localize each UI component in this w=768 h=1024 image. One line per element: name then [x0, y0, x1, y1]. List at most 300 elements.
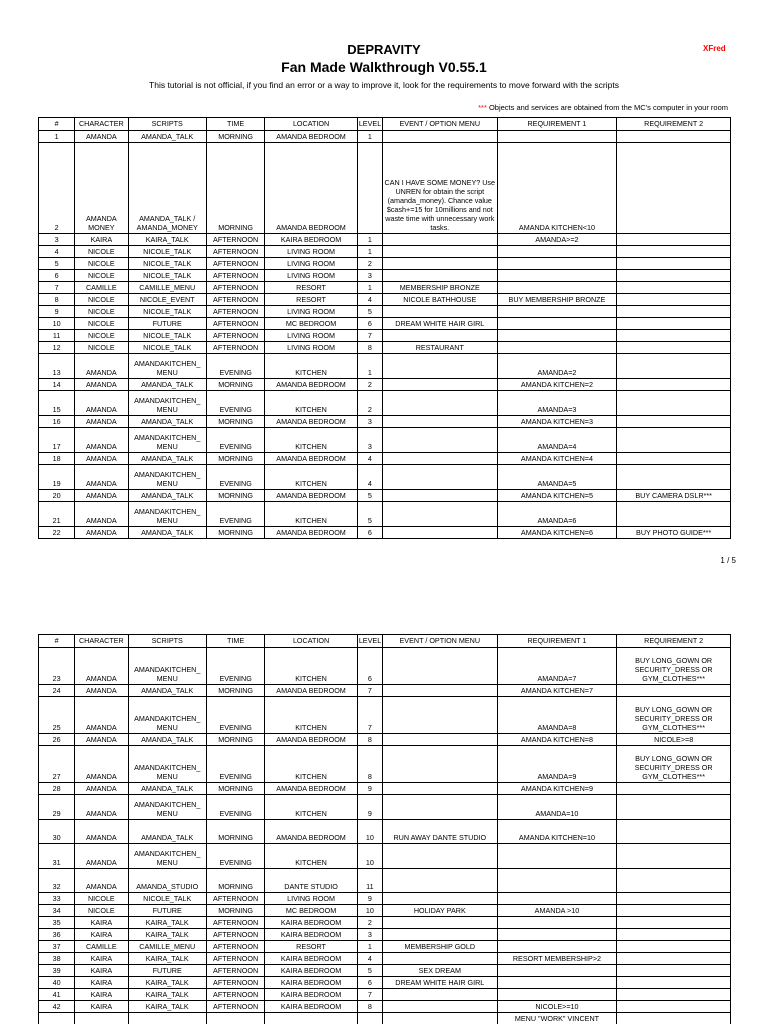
cell-event — [382, 795, 497, 820]
cell-requirement-2 — [617, 893, 731, 905]
cell-event — [382, 917, 497, 929]
cell-scripts: AMANDA_TALK / AMANDA_MONEY — [128, 143, 206, 234]
cell-event — [382, 685, 497, 697]
column-header-requirement-1: REQUIREMENT 1 — [497, 118, 617, 131]
cell-requirement-1 — [497, 844, 617, 869]
cell-location: AMANDA BEDROOM — [265, 453, 358, 465]
table-row — [39, 391, 731, 416]
cell-requirement-2 — [617, 342, 731, 354]
cell-requirement-1: AMANDA=9 — [497, 746, 617, 783]
cell-num: 3 — [39, 234, 75, 246]
cell-character: CAMILLE — [75, 282, 128, 294]
cell-character: NICOLE — [75, 294, 128, 306]
cell-requirement-1 — [497, 318, 617, 330]
cell-time: EVENING — [206, 795, 264, 820]
cell-level: 6 — [357, 527, 382, 539]
cell-requirement-1: AMANDA KITCHEN<10 — [497, 143, 617, 234]
cell-requirement-1: MENU "WORK" VINCENT — [497, 1013, 617, 1024]
cell-level: 6 — [357, 318, 382, 330]
table-row — [39, 929, 731, 941]
cell-num: 26 — [39, 734, 75, 746]
doc-subtitle: Fan Made Walkthrough V0.55.1 — [281, 59, 487, 75]
cell-character: AMANDA — [75, 697, 128, 734]
cell-level: 10 — [357, 844, 382, 869]
table-row — [39, 246, 731, 258]
cell-num: 40 — [39, 977, 75, 989]
cell-location: AMANDA BEDROOM — [265, 734, 358, 746]
cell-scripts: AMANDAKITCHEN_ MENU — [128, 648, 206, 685]
cell-num: 36 — [39, 929, 75, 941]
cell-requirement-2 — [617, 354, 731, 379]
cell-time: MORNING — [206, 905, 264, 917]
cell-requirement-2: BUY LONG_GOWN OR SECURITY_DRESS OR GYM_CLOTHES*** — [617, 746, 731, 783]
cell-character: NICOLE — [75, 318, 128, 330]
cell-requirement-1: AMANDA=7 — [497, 648, 617, 685]
cell-location: KITCHEN — [265, 746, 358, 783]
table-row — [39, 379, 731, 391]
cell-location: LIVING ROOM — [265, 342, 358, 354]
cell-time: MORNING — [206, 453, 264, 465]
cell-time: AFTERNOON — [206, 318, 264, 330]
table-row — [39, 844, 731, 869]
author-tag: XFred — [703, 44, 726, 53]
cell-time: MORNING — [206, 416, 264, 428]
cell-event — [382, 502, 497, 527]
cell-time: AFTERNOON — [206, 929, 264, 941]
column-header-character: CHARACTER — [75, 118, 128, 131]
cell-scripts: AMANDA_TALK — [128, 685, 206, 697]
cell-requirement-1: BUY MEMBERSHIP BRONZE — [497, 294, 617, 306]
table-row — [39, 734, 731, 746]
cell-requirement-2 — [617, 258, 731, 270]
column-header-scripts: SCRIPTS — [128, 635, 206, 648]
cell-location: RESORT — [265, 294, 358, 306]
cell-character: KAIRA — [75, 989, 128, 1001]
table-row — [39, 294, 731, 306]
cell-requirement-1: AMANDA KITCHEN=6 — [497, 527, 617, 539]
table-row — [39, 1001, 731, 1013]
cell-scripts: AMANDA_TALK — [128, 416, 206, 428]
cell-time: AFTERNOON — [206, 294, 264, 306]
cell-requirement-1: RESORT MEMBERSHIP>2 — [497, 953, 617, 965]
cell-character: AMANDA — [75, 734, 128, 746]
cell-scripts: AMANDA_TALK — [128, 131, 206, 143]
cell-scripts: NICOLE_TALK — [128, 246, 206, 258]
cell-level: 8 — [357, 746, 382, 783]
cell-event — [382, 844, 497, 869]
cell-character: AMANDA — [75, 379, 128, 391]
cell-level: 2 — [357, 379, 382, 391]
cell-requirement-2 — [617, 989, 731, 1001]
cell-time: AFTERNOON — [206, 965, 264, 977]
table-row — [39, 697, 731, 734]
cell-scripts: KAIRA_TALK — [128, 989, 206, 1001]
column-header-num: # — [39, 635, 75, 648]
cell-location: LIVING ROOM — [265, 306, 358, 318]
cell-character: NICOLE — [75, 342, 128, 354]
cell-num: 22 — [39, 527, 75, 539]
cell-character: AMANDA — [75, 428, 128, 453]
cell-time: EVENING — [206, 502, 264, 527]
cell-character: AMANDA — [75, 648, 128, 685]
cell-location: KAIRA BEDROOM — [265, 929, 358, 941]
cell-level: 7 — [357, 989, 382, 1001]
cell-level: 1 — [357, 131, 382, 143]
cell-requirement-1 — [497, 941, 617, 953]
cell-scripts: AMANDA_TALK — [128, 490, 206, 502]
cell-requirement-2 — [617, 502, 731, 527]
cell-location: KAIRA BEDROOM — [265, 234, 358, 246]
cell-location: AMANDA BEDROOM — [265, 685, 358, 697]
cell-event — [382, 697, 497, 734]
cell-location: KAIRA BEDROOM — [265, 989, 358, 1001]
cell-num: 29 — [39, 795, 75, 820]
cell-character: NICOLE — [75, 893, 128, 905]
cell-character: AMANDA — [75, 131, 128, 143]
cell-requirement-2 — [617, 143, 731, 234]
cell-level: 1 — [357, 246, 382, 258]
cell-num: 38 — [39, 953, 75, 965]
cell-location: AMANDA BEDROOM — [265, 490, 358, 502]
cell-requirement-1 — [497, 869, 617, 893]
cell-time: EVENING — [206, 844, 264, 869]
cell-num: 1 — [39, 131, 75, 143]
cell-num: 42 — [39, 1001, 75, 1013]
cell-level: 1 — [357, 282, 382, 294]
column-header-requirement-1: REQUIREMENT 1 — [497, 635, 617, 648]
column-header-character: CHARACTER — [75, 635, 128, 648]
table-row — [39, 1013, 731, 1024]
cell-scripts: KAIRA_TALK — [128, 234, 206, 246]
table-row — [39, 869, 731, 893]
table-row — [39, 416, 731, 428]
cell-num: 39 — [39, 965, 75, 977]
cell-requirement-2: BUY LONG_GOWN OR SECURITY_DRESS OR GYM_CLOTHES*** — [617, 697, 731, 734]
cell-scripts: AMANDAKITCHEN_ MENU — [128, 428, 206, 453]
cell-level: 7 — [357, 330, 382, 342]
cell-scripts: AMANDAKITCHEN_ MENU — [128, 844, 206, 869]
cell-time: EVENING — [206, 697, 264, 734]
cell-scripts: KAIRA_TALK — [128, 977, 206, 989]
cell-event — [382, 648, 497, 685]
cell-time — [206, 1013, 264, 1024]
cell-event — [382, 734, 497, 746]
cell-requirement-2 — [617, 391, 731, 416]
cell-requirement-1 — [497, 977, 617, 989]
cell-event — [382, 929, 497, 941]
cell-event — [382, 893, 497, 905]
table-row — [39, 282, 731, 294]
cell-requirement-1: AMANDA=10 — [497, 795, 617, 820]
cell-scripts: NICOLE_TALK — [128, 270, 206, 282]
cell-time: AFTERNOON — [206, 1001, 264, 1013]
cell-level: 3 — [357, 416, 382, 428]
cell-requirement-1: AMANDA >10 — [497, 905, 617, 917]
cell-event — [382, 306, 497, 318]
cell-event — [382, 258, 497, 270]
cell-level: 1 — [357, 354, 382, 379]
cell-event: DREAM WHITE HAIR GIRL — [382, 977, 497, 989]
cell-location: KITCHEN — [265, 428, 358, 453]
cell-character: NICOLE — [75, 258, 128, 270]
cell-level: 9 — [357, 783, 382, 795]
cell-scripts: AMANDAKITCHEN_ MENU — [128, 502, 206, 527]
cell-character: AMANDA — [75, 502, 128, 527]
table-row — [39, 465, 731, 490]
cell-scripts: FUTURE — [128, 318, 206, 330]
cell-time: AFTERNOON — [206, 258, 264, 270]
cell-time: EVENING — [206, 648, 264, 685]
cell-scripts: AMANDAKITCHEN_ MENU — [128, 746, 206, 783]
cell-character: AMANDA — [75, 869, 128, 893]
cell-character: AMANDA — [75, 820, 128, 844]
cell-time: MORNING — [206, 820, 264, 844]
cell-level: 5 — [357, 502, 382, 527]
table-row — [39, 131, 731, 143]
cell-requirement-1: AMANDA=2 — [497, 354, 617, 379]
table-row — [39, 342, 731, 354]
cell-location: KAIRA BEDROOM — [265, 965, 358, 977]
cell-requirement-2 — [617, 318, 731, 330]
cell-level: 8 — [357, 342, 382, 354]
cell-character: KAIRA — [75, 953, 128, 965]
cell-location: LIVING ROOM — [265, 270, 358, 282]
cell-level: 4 — [357, 294, 382, 306]
cell-time: EVENING — [206, 391, 264, 416]
cell-time: MORNING — [206, 527, 264, 539]
cell-time: MORNING — [206, 869, 264, 893]
cell-num: 9 — [39, 306, 75, 318]
cell-time: MORNING — [206, 734, 264, 746]
table-row — [39, 258, 731, 270]
table-row — [39, 977, 731, 989]
cell-time: MORNING — [206, 131, 264, 143]
header-row — [39, 118, 731, 131]
cell-level: 8 — [357, 734, 382, 746]
cell-level: 6 — [357, 977, 382, 989]
note-stars: *** — [478, 103, 487, 112]
cell-requirement-1: AMANDA KITCHEN=2 — [497, 379, 617, 391]
table-row — [39, 953, 731, 965]
cell-requirement-1 — [497, 917, 617, 929]
cell-scripts: NICOLE_TALK — [128, 330, 206, 342]
column-header-scripts: SCRIPTS — [128, 118, 206, 131]
cell-event — [382, 391, 497, 416]
cell-level: 8 — [357, 1001, 382, 1013]
cell-character: AMANDA — [75, 416, 128, 428]
cell-time: EVENING — [206, 354, 264, 379]
cell-scripts: AMANDA_TALK — [128, 734, 206, 746]
cell-character — [75, 1013, 128, 1024]
column-header-location: LOCATION — [265, 118, 358, 131]
column-header-location: LOCATION — [265, 635, 358, 648]
column-header-level: LEVEL — [357, 635, 382, 648]
cell-time: AFTERNOON — [206, 917, 264, 929]
cell-num: 31 — [39, 844, 75, 869]
cell-level: 10 — [357, 820, 382, 844]
cell-scripts: AMANDA_TALK — [128, 820, 206, 844]
table-row — [39, 306, 731, 318]
table-row — [39, 318, 731, 330]
cell-scripts: NICOLE_TALK — [128, 893, 206, 905]
table-row — [39, 354, 731, 379]
cell-num: 24 — [39, 685, 75, 697]
cell-level: 1 — [357, 234, 382, 246]
table-row — [39, 143, 731, 234]
cell-level: 4 — [357, 465, 382, 490]
page-number: 1 / 5 — [720, 556, 736, 565]
cell-requirement-2 — [617, 795, 731, 820]
cell-scripts: AMANDAKITCHEN_ MENU — [128, 465, 206, 490]
table-row — [39, 685, 731, 697]
cell-location: KITCHEN — [265, 465, 358, 490]
cell-character: AMANDA — [75, 783, 128, 795]
cell-event — [382, 527, 497, 539]
cell-requirement-1: AMANDA KITCHEN=9 — [497, 783, 617, 795]
cell-num: 18 — [39, 453, 75, 465]
cell-location — [265, 1013, 358, 1024]
cell-location: AMANDA BEDROOM — [265, 131, 358, 143]
cell-requirement-2 — [617, 131, 731, 143]
cell-requirement-1 — [497, 342, 617, 354]
cell-character: KAIRA — [75, 929, 128, 941]
cell-requirement-2 — [617, 869, 731, 893]
cell-location: AMANDA BEDROOM — [265, 820, 358, 844]
cell-num — [39, 1013, 75, 1024]
cell-scripts: AMANDA_TALK — [128, 527, 206, 539]
cell-level — [357, 143, 382, 234]
cell-level — [357, 1013, 382, 1024]
cell-requirement-1 — [497, 965, 617, 977]
cell-level: 5 — [357, 490, 382, 502]
cell-requirement-2 — [617, 917, 731, 929]
cell-location: DANTE STUDIO — [265, 869, 358, 893]
cell-requirement-2 — [617, 965, 731, 977]
cell-scripts: AMANDAKITCHEN_ MENU — [128, 391, 206, 416]
cell-num: 37 — [39, 941, 75, 953]
cell-requirement-2 — [617, 929, 731, 941]
cell-location: KITCHEN — [265, 697, 358, 734]
cell-requirement-1: AMANDA>=2 — [497, 234, 617, 246]
cell-num: 27 — [39, 746, 75, 783]
cell-event: RUN AWAY DANTE STUDIO — [382, 820, 497, 844]
cell-event — [382, 490, 497, 502]
cell-event — [382, 354, 497, 379]
cell-num: 30 — [39, 820, 75, 844]
cell-num: 13 — [39, 354, 75, 379]
cell-character: AMANDA — [75, 391, 128, 416]
cell-scripts: CAMILLE_MENU — [128, 282, 206, 294]
cell-requirement-2 — [617, 685, 731, 697]
cell-num: 33 — [39, 893, 75, 905]
cell-scripts: AMANDAKITCHEN_ MENU — [128, 697, 206, 734]
cell-event — [382, 131, 497, 143]
cell-event — [382, 416, 497, 428]
cell-time: AFTERNOON — [206, 342, 264, 354]
cell-requirement-2 — [617, 416, 731, 428]
table-row — [39, 527, 731, 539]
table-row — [39, 502, 731, 527]
cell-location: KAIRA BEDROOM — [265, 917, 358, 929]
cell-character: NICOLE — [75, 306, 128, 318]
cell-level: 5 — [357, 965, 382, 977]
table-row — [39, 648, 731, 685]
cell-requirement-1 — [497, 989, 617, 1001]
cell-num: 2 — [39, 143, 75, 234]
cell-location: KITCHEN — [265, 795, 358, 820]
cell-requirement-2 — [617, 330, 731, 342]
cell-time: AFTERNOON — [206, 234, 264, 246]
cell-num: 4 — [39, 246, 75, 258]
cell-requirement-2 — [617, 282, 731, 294]
cell-location: RESORT — [265, 941, 358, 953]
cell-character: KAIRA — [75, 917, 128, 929]
table-row — [39, 490, 731, 502]
cell-level: 2 — [357, 391, 382, 416]
cell-event — [382, 989, 497, 1001]
cell-scripts: NICOLE_EVENT — [128, 294, 206, 306]
column-header-time: TIME — [206, 118, 264, 131]
cell-event — [382, 379, 497, 391]
cell-event: MEMBERSHIP BRONZE — [382, 282, 497, 294]
cell-level: 3 — [357, 270, 382, 282]
cell-requirement-2 — [617, 941, 731, 953]
table-row — [39, 234, 731, 246]
cell-character: KAIRA — [75, 1001, 128, 1013]
cell-num: 20 — [39, 490, 75, 502]
cell-num: 25 — [39, 697, 75, 734]
cell-time: AFTERNOON — [206, 330, 264, 342]
cell-event: NICOLE BATHHOUSE — [382, 294, 497, 306]
cell-character: NICOLE — [75, 270, 128, 282]
cell-requirement-1 — [497, 270, 617, 282]
cell-requirement-1: AMANDA KITCHEN=5 — [497, 490, 617, 502]
cell-event — [382, 1013, 497, 1024]
cell-location: LIVING ROOM — [265, 246, 358, 258]
cell-requirement-1 — [497, 929, 617, 941]
cell-num: 21 — [39, 502, 75, 527]
cell-level: 9 — [357, 893, 382, 905]
cell-character: AMANDA — [75, 746, 128, 783]
cell-requirement-1: AMANDA KITCHEN=4 — [497, 453, 617, 465]
cell-scripts — [128, 1013, 206, 1024]
cell-event — [382, 428, 497, 453]
walkthrough-table-page-1 — [38, 117, 731, 539]
cell-requirement-2 — [617, 465, 731, 490]
cell-level: 4 — [357, 953, 382, 965]
cell-scripts: AMANDAKITCHEN_ MENU — [128, 354, 206, 379]
cell-requirement-2 — [617, 234, 731, 246]
cell-scripts: AMANDA_TALK — [128, 379, 206, 391]
cell-scripts: NICOLE_TALK — [128, 258, 206, 270]
cell-requirement-1 — [497, 306, 617, 318]
cell-requirement-2: NICOLE>=8 — [617, 734, 731, 746]
cell-location: AMANDA BEDROOM — [265, 379, 358, 391]
column-header-requirement-2: REQUIREMENT 2 — [617, 118, 731, 131]
table-row — [39, 783, 731, 795]
cell-event: SEX DREAM — [382, 965, 497, 977]
cell-location: KITCHEN — [265, 648, 358, 685]
cell-num: 12 — [39, 342, 75, 354]
cell-num: 5 — [39, 258, 75, 270]
cell-num: 23 — [39, 648, 75, 685]
cell-event — [382, 783, 497, 795]
column-header-event: EVENT / OPTION MENU — [382, 635, 497, 648]
table-row — [39, 917, 731, 929]
cell-requirement-1 — [497, 893, 617, 905]
cell-requirement-1: AMANDA=3 — [497, 391, 617, 416]
cell-scripts: KAIRA_TALK — [128, 953, 206, 965]
